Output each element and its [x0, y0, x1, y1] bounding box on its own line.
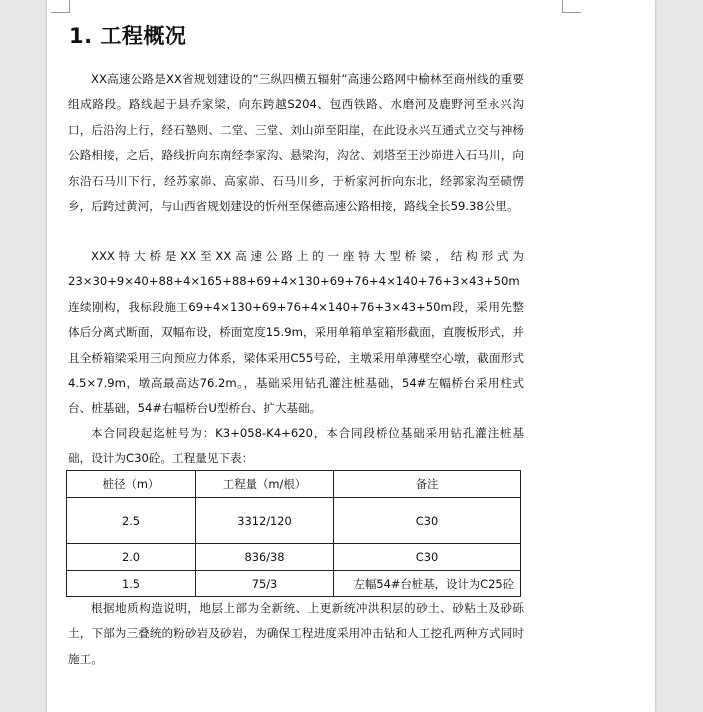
cell-quantity: 75/3: [196, 571, 334, 597]
paragraph-bridge-structure: XXX特大桥是XX至XX高速公路上的一座特大型桥梁，结构形式为23×30+9×40+88+4×165+88+69+4×130+69+76+4×140+76+3×43+50m连续刚构，我标段施工69+4×130+69+76+4×140+76+3×43+50m段，采用先整体后分离式断面，双幅布设，桥面宽度15.9m，采用单箱单室箱形截面，直腹板形式，并且全桥箱梁采用三向预应力体系，梁体采用C55号砼，主墩采用单薄壁空心墩，截面形式4.5×7.9m，墩高最高达76.2m。，基础采用钻孔灌注桩基础，54#左幅桥台采用柱式台、桩基础，54#右幅桥台U型桥台、扩大基础。: [68, 249, 524, 416]
quantity-table: [66, 470, 521, 597]
crop-mark-right: [562, 0, 581, 13]
section-heading: 1. 工程概况: [69, 24, 187, 48]
crop-mark-left: [51, 0, 70, 13]
paragraph-route-overview: XX高速公路是XX省规划建设的“三纵四横五辐射”高速公路网中榆林至商州线的重要组成路段。路线起于县乔家梁，向东跨越S204、包西铁路、水磨河及鹿野河至永兴沟口，后沿沟上行，经石墊则、二堂、三堂、刘山峁至阳崖，在此设永兴互通式立交与神杨公路相接，之后，路线折向东南经李家沟、悬梁沟，沟岔、刘塔至王沙峁进入石马川，向东沿石马川下行，经苏家峁、高家峁、石马川乡，于析家河折向东北，经郭家沟至碛愣乡，后跨过黄河，与山西省规划建设的忻州至保德高速公路相接，路线全长59.38公里。: [68, 72, 524, 214]
table-row: [67, 571, 521, 597]
cell-pile-diameter: 1.5: [67, 571, 196, 597]
cell-remarks: 左幅54#台桩基，设计为C25砼: [334, 571, 521, 597]
cell-remarks: C30: [334, 544, 521, 571]
table-row: [67, 498, 521, 544]
header-remarks: 备注: [334, 471, 521, 498]
header-quantity: 工程量（m/根）: [196, 471, 334, 498]
table-header-row: [67, 471, 521, 498]
paragraph-geology: 根据地质构造说明，地层上部为全新统、上更新统冲洪积层的砂土、砂粘土及砂砾土，下部为三叠统的粉砂岩及砂岩，为确保工程进度采用冲击钻和人工挖孔两种方式同时施工。: [68, 601, 524, 666]
paragraph-contract-section: 本合同段起迄桩号为：K3+058-K4+620，本合同段桥位基础采用钻孔灌注桩基础，设计为C30砼。工程量见下表：: [68, 426, 524, 466]
cell-pile-diameter: 2.5: [67, 498, 196, 544]
cell-remarks: C30: [334, 498, 521, 544]
cell-quantity: 3312/120: [196, 498, 334, 544]
table-row: [67, 544, 521, 571]
cell-quantity: 836/38: [196, 544, 334, 571]
header-pile-diameter: 桩径（m）: [67, 471, 196, 498]
cell-pile-diameter: 2.0: [67, 544, 196, 571]
